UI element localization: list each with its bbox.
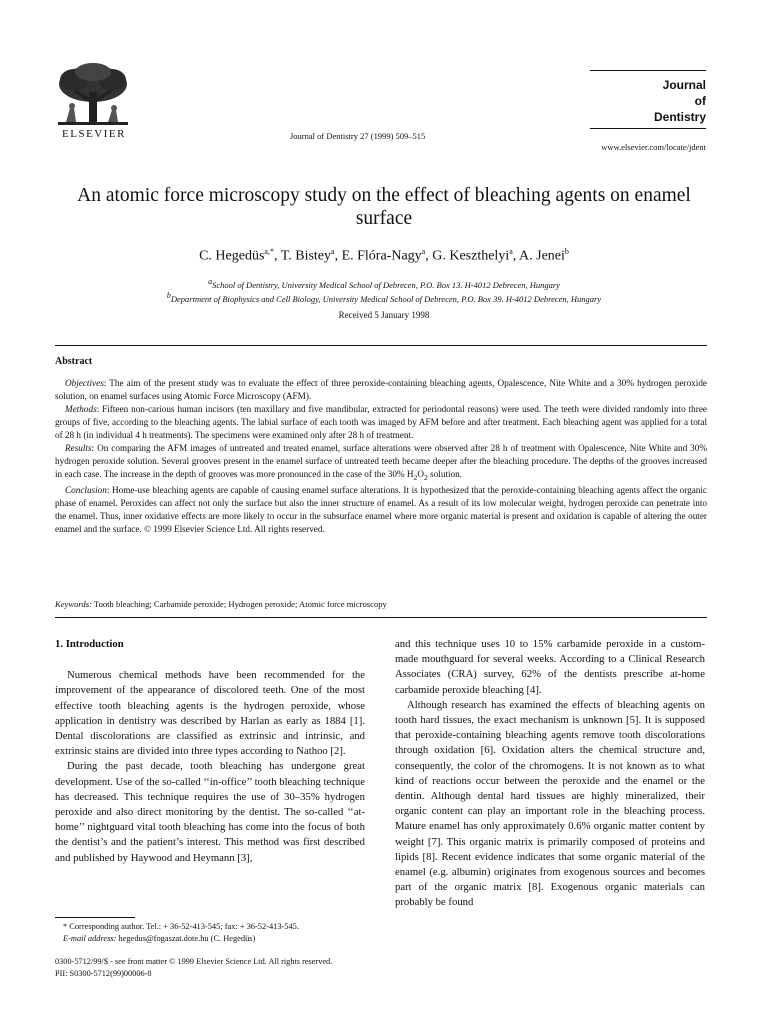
email-address[interactable]: hegedus@fogaszat.dote.hu (C. Hegedüs)	[116, 934, 256, 943]
author-list: C. Hegedüs$^{a,*}$, T. Bistey$^a$, E. Flóra-Nagy$^a$, G. Keszthelyi$^a$, A. Jenei$^b$	[199, 247, 569, 264]
abstract-top-rule	[55, 345, 707, 346]
section-label: Conclusion	[65, 484, 107, 495]
journal-name-line: Journal	[662, 78, 706, 92]
received-date: Received 5 January 1998	[338, 310, 430, 320]
footnote	[63, 921, 363, 945]
abstract-bottom-rule	[55, 617, 707, 618]
affiliation-mark: a	[208, 277, 213, 286]
journal-name-box	[590, 77, 706, 125]
abstract-methods	[55, 403, 707, 442]
section-text: O	[417, 469, 424, 479]
body-paragraph: During the past decade, tooth bleaching has undergone great development. Use of the so-called ‘‘in-office’’ tooth bleaching technique has decreased. This technique requires the use of 30–35% hydrogen peroxide and also direct monitoring by the dentist. The so-called ‘‘at-home’’ nightguard vital tooth bleaching has come into the focus of both the dentist’s and the patient’s interest. This method was first described and published by Haywood and Heymann [3],	[55, 760, 365, 864]
journal-box-top-rule	[590, 70, 706, 71]
section-text: : The aim of the present study was to evaluate the effect of three peroxide-containing bleaching agents, Opalescence, Nite White and a 30% hydrogen peroxide solution, on enamel surfaces using Atomic Force Microscopy (AFM).	[55, 378, 707, 401]
abstract-heading: Abstract	[55, 356, 93, 367]
section-text: : Fifteen non-carious human incisors (ten maxillary and five mandibular, extracted for periodontal reasons) were used. The teeth were divided randomly into three groups of five, according to the bleaching agents. The labial surface of each tooth was imaged by AFM before and after treatment. Each bleaching agent was applied for a total of 28 h (in individual 4 h treatments). The specimens were examined only after 28 h of treatment.	[55, 404, 707, 440]
section-text: : On comparing the AFM images of untreated and treated enamel, surface alterations were observed after 28 h of treatment with Opalescence, Nite White and 30% hydrogen peroxide solution. Several grooves present in the enamel surface of untreated teeth became deeper after the bleaching procedure. The depths of the grooves increased in each case. The increase in the depth of grooves was more pronounced in the case of the 30% H	[55, 443, 707, 479]
body-column-right	[395, 637, 705, 911]
author-affiliation-mark: a	[509, 247, 513, 256]
author-affiliation-mark: a,*	[264, 247, 274, 256]
body-paragraph: and this technique uses 10 to 15% carbamide peroxide in a custom-made mouthguard for several weeks. According to a Clinical Research Associates (CRA) survey, 62% of the dentists prescribe at-home carbamide peroxide bleaching [4].	[395, 638, 705, 696]
abstract-results	[55, 442, 707, 484]
author-name: T. Bistey	[280, 248, 332, 264]
pii-line: PII: S0300-5712(99)00006-8	[55, 969, 152, 978]
body-paragraph: Numerous chemical methods have been recommended for the improvement of the appearance of discolored teeth. One of the most effective tooth bleaching agents is the hydrogen peroxide, whose application in dentistry was described by Harlan as early as 1884 [1]. Dental discolorations are classified as extrinsic and intrinsic, and extrinsic stains are divided into three types according to Nathoo [2].	[55, 669, 365, 758]
copyright-line: 0300-5712/99/$ - see front matter © 1999 Elsevier Science Ltd. All rights reserved.	[55, 957, 333, 966]
author-affiliation-mark: a	[331, 247, 335, 256]
keywords-text: Tooth bleaching; Carbamide peroxide; Hydrogen peroxide; Atomic force microscopy	[91, 599, 387, 609]
abstract-conclusion	[55, 484, 707, 536]
corresponding-author: * Corresponding author. Tel.: + 36-52-413-545; fax: + 36-52-413-545.	[63, 922, 299, 931]
footnote-rule	[55, 917, 135, 918]
affiliation-b	[60, 291, 708, 304]
journal-name-line: Dentistry	[653, 110, 706, 124]
keywords	[55, 599, 707, 609]
author-name: C. Hegedüs	[199, 248, 265, 264]
affiliation-mark: b	[166, 291, 171, 300]
paper-title: An atomic force microscopy study on the effect of bleaching agents on enamel surface	[77, 185, 691, 229]
author-name: A. Jenei	[519, 248, 565, 264]
affiliation-a	[60, 277, 708, 290]
author-name: G. Keszthelyi	[432, 248, 510, 264]
body-paragraph: Although research has examined the effects of bleaching agents on tooth hard tissues, the exact mechanism is unknown [5]. It is supposed that peroxide-containing bleaching agents remove tooth discolorations through oxidation [6]. Oxidation alters the chemical structure and, consequently, the color of the chromogens. It is not known as to what kind of reactions occur between the peroxide and the enamel or the dentin. Although dental hard tissues are highly mineralized, their organic content can play an important role in the bleaching process. Mature enamel has only approximately 0.6% organic matter content by weight [7]. This organic matrix is primarily composed of proteins and lipids [8]. Recent evidence indicates that some organic material of the enamel (e.g. albumin) originates from exogenous sources and becomes part of the organic matrix [8]. Exogenous organic materials can probably be found	[395, 698, 705, 909]
publisher-name: ELSEVIER	[62, 128, 126, 140]
section-text: : Home-use bleaching agents are capable of causing enamel surface alterations. It is hypothesized that the peroxide-containing bleaching agents affect the organic phase of enamel. Peroxides can affect not only the surface but also the inner structure of enamel. As a result of its low molecular weight, hydrogen peroxide can penetrate into the enamel. Thus, inner oxidative effects are more likely to occur in the subsurface enamel where more organic material is present and oxidation is capable of altering the outer enamel and the surface. © 1999 Elsevier Science Ltd. All rights reserved.	[55, 484, 707, 534]
email-label: E-mail address:	[63, 934, 117, 943]
body-column-left	[55, 637, 365, 866]
elsevier-tree-logo	[52, 62, 134, 130]
email-line	[63, 933, 363, 945]
author-affiliation-mark: a	[421, 247, 426, 256]
journal-website-link[interactable]: www.elsevier.com/locate/jdent	[601, 142, 706, 152]
journal-name-line: of	[694, 94, 706, 108]
author-affiliation-mark: b	[564, 247, 569, 256]
abstract-objectives	[55, 377, 707, 403]
affiliation-text: Department of Biophysics and Cell Biology, University Medical School of Debrecen, P.O. Box 39. H-4012 Debrecen, Hungary	[170, 293, 602, 304]
affiliation-text: School of Dentistry, University Medical School of Debrecen, P.O. Box 13. H-4012 Debrecen, Hungary	[212, 279, 560, 290]
abstract-body	[55, 377, 707, 536]
journal-box-bottom-rule	[590, 128, 706, 129]
section-label: Results	[65, 443, 92, 453]
keywords-label: Keywords:	[55, 599, 92, 609]
section-label: Objectives	[65, 378, 104, 388]
front-matter	[55, 956, 332, 980]
section-label: Methods	[65, 404, 97, 414]
author-name: E. Flóra-Nagy	[341, 248, 422, 264]
section-text: solution.	[427, 469, 463, 479]
section-heading: 1. Introduction	[55, 638, 124, 650]
subscript: 2	[413, 472, 418, 482]
subscript: 2	[424, 472, 428, 482]
journal-citation: Journal of Dentistry 27 (1999) 509–515	[290, 131, 426, 141]
